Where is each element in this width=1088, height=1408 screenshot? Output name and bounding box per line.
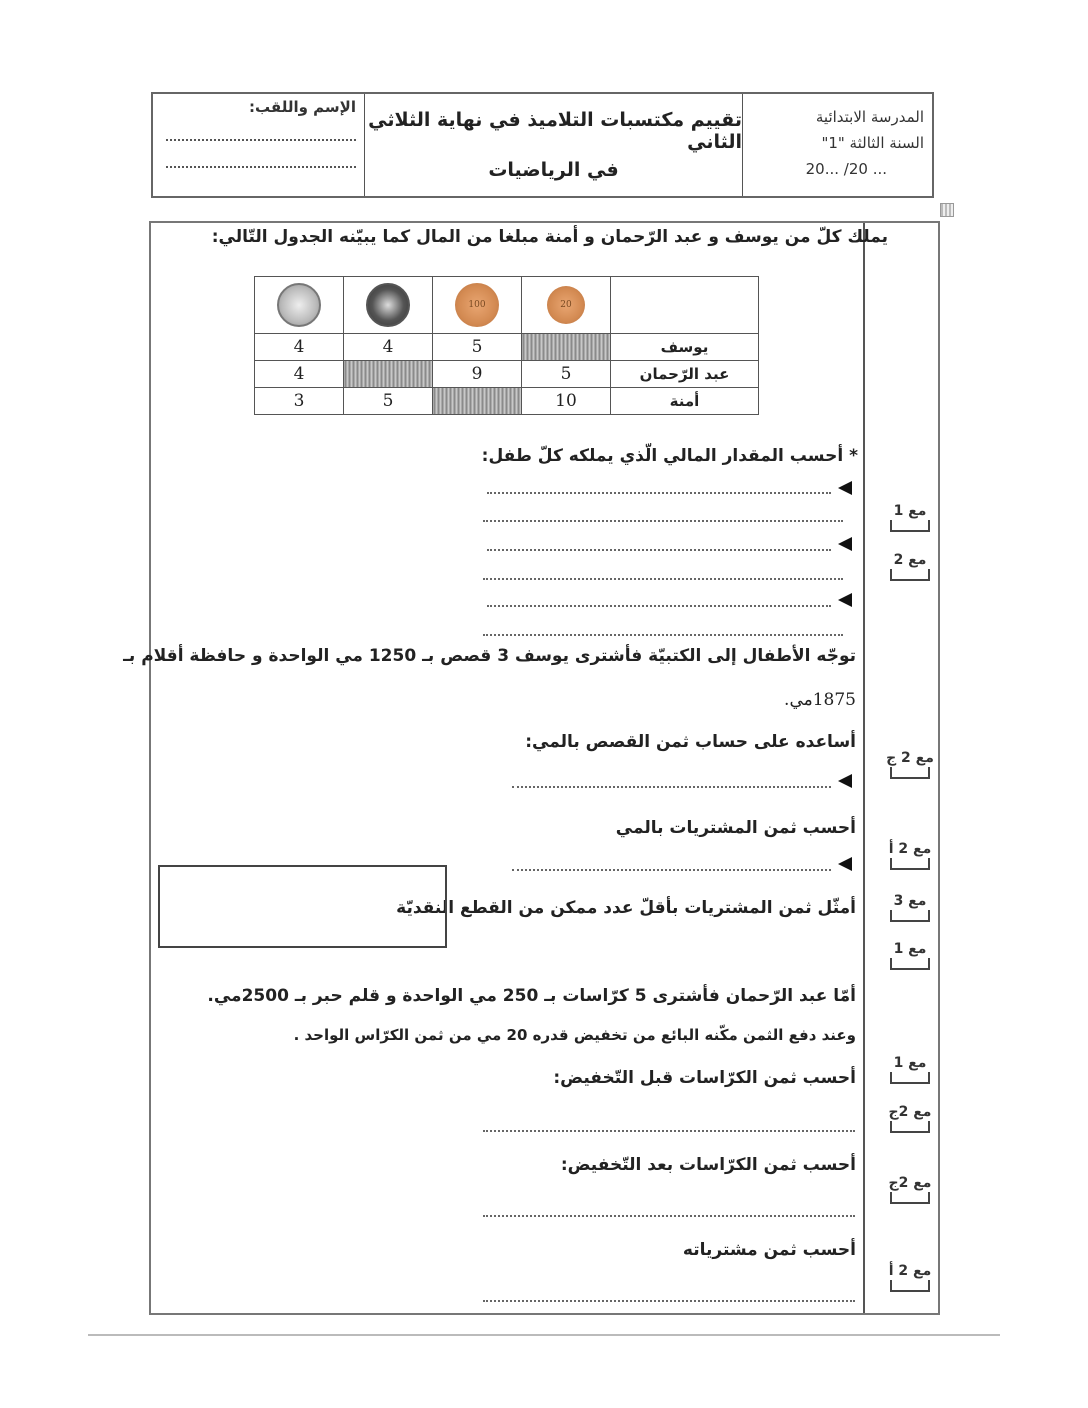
score-marker[interactable]: مع 1 xyxy=(885,503,935,532)
q3-statement-line1: أمّا عبد الرّحمان فأشترى 5 كرّاسات بـ 250 مي الواحدة و قلم حبر بـ 2500مي. xyxy=(207,986,856,1006)
cell-blank[interactable] xyxy=(522,334,611,361)
coin-100-millimes-icon: 100 xyxy=(455,283,499,327)
score-box[interactable] xyxy=(890,910,930,922)
answer-line[interactable] xyxy=(483,520,843,522)
intro-text: يملك كلّ من يوسف و عبد الرّحمان و أمنة مبلغا من المال كما يبيّنه الجدول التّالي: xyxy=(211,227,888,247)
coins-table xyxy=(254,276,759,415)
score-box[interactable] xyxy=(890,958,930,970)
score-marker[interactable]: مع 2ج xyxy=(885,1175,935,1204)
corner-cell xyxy=(611,277,759,334)
answer-line[interactable] xyxy=(487,549,831,551)
score-column-divider xyxy=(863,223,865,1313)
answer-line[interactable] xyxy=(483,1130,855,1132)
bullet-arrow-icon xyxy=(838,593,852,607)
cell-value: 4 xyxy=(255,361,344,388)
q3-total-prompt: أحسب ثمن مشترياته xyxy=(682,1240,856,1260)
cell-value: 5 xyxy=(344,388,433,415)
school-year: 20... /20 ... xyxy=(805,160,887,178)
q1-prompt: * أحسب المقدار المالي الّذي يملكه كلّ طفل: xyxy=(481,446,858,466)
coins-drawing-box[interactable] xyxy=(158,865,447,948)
student-name-cell xyxy=(153,94,365,196)
table-handle-icon[interactable] xyxy=(940,203,954,217)
score-box[interactable] xyxy=(890,858,930,870)
q3-statement-line2: وعند دفع الثمن مكّنه البائع من تخفيض قدره 20 مي من ثمن الكرّاس الواحد . xyxy=(293,1026,856,1044)
coin-header-4 xyxy=(522,277,611,334)
exam-subject: في الرياضيات xyxy=(488,159,619,181)
coin-20-millimes-icon: 20 xyxy=(547,286,585,324)
q3-before-prompt: أحسب ثمن الكرّاسات قبل التّخفيض: xyxy=(553,1068,856,1088)
cell-blank[interactable] xyxy=(433,388,522,415)
cell-value: 4 xyxy=(255,334,344,361)
answer-line[interactable] xyxy=(483,1215,855,1217)
q2-statement-line2: 1875مي. xyxy=(784,690,856,710)
bullet-arrow-icon xyxy=(838,774,852,788)
q2-total-prompt: أحسب ثمن المشتريات بالمي xyxy=(615,818,856,838)
score-marker[interactable]: مع 3 xyxy=(885,893,935,922)
answer-line[interactable] xyxy=(512,786,831,788)
score-box[interactable] xyxy=(890,569,930,581)
exam-title: تقييم مكتسبات التلاميذ في نهاية الثلاثي الثاني xyxy=(368,109,742,153)
coin-1-dinar-icon xyxy=(277,283,321,327)
cell-value: 5 xyxy=(522,361,611,388)
row-name: يوسف xyxy=(611,334,759,361)
table-row xyxy=(255,388,759,415)
score-marker[interactable]: مع 1 xyxy=(885,941,935,970)
q2-help-prompt: أساعده على حساب ثمن القصص بالمي: xyxy=(525,732,856,752)
cell-value: 10 xyxy=(522,388,611,415)
answer-line[interactable] xyxy=(483,1300,855,1302)
exam-header xyxy=(151,92,934,198)
row-name: عبد الرّحمان xyxy=(611,361,759,388)
coin-header-2 xyxy=(344,277,433,334)
table-row xyxy=(255,361,759,388)
name-line-2[interactable] xyxy=(166,166,356,168)
answer-line[interactable] xyxy=(487,492,831,494)
exam-title-cell xyxy=(365,94,743,196)
score-box[interactable] xyxy=(890,1121,930,1133)
name-line-1[interactable] xyxy=(166,139,356,141)
answer-line[interactable] xyxy=(483,578,843,580)
q2-statement-line1: توجّه الأطفال إلى الكتبيّة فأشترى يوسف 3 قصص بـ 1250 مي الواحدة و حافظة أقلام بـ xyxy=(123,646,856,666)
page-bottom-rule xyxy=(88,1334,1000,1336)
score-box[interactable] xyxy=(890,1072,930,1084)
score-box[interactable] xyxy=(890,1192,930,1204)
cell-value: 4 xyxy=(344,334,433,361)
answer-line[interactable] xyxy=(512,869,831,871)
school-info-cell xyxy=(743,94,932,196)
coin-header-1 xyxy=(255,277,344,334)
name-label: الإسم واللقب: xyxy=(249,98,356,116)
score-marker[interactable]: مع 2 أ xyxy=(885,841,935,870)
cell-value: 9 xyxy=(433,361,522,388)
grade-label: السنة الثالثة "1" xyxy=(821,134,924,152)
table-row xyxy=(255,334,759,361)
coin-500-millimes-icon xyxy=(366,283,410,327)
score-marker[interactable]: مع 2 ج xyxy=(885,750,935,779)
bullet-arrow-icon xyxy=(838,857,852,871)
q2-represent-prompt: أمثّل ثمن المشتريات بأقلّ عدد ممكن من القطع النقديّة xyxy=(396,898,856,918)
cell-value: 5 xyxy=(433,334,522,361)
bullet-arrow-icon xyxy=(838,537,852,551)
score-box[interactable] xyxy=(890,520,930,532)
score-marker[interactable]: مع 2 أ xyxy=(885,1263,935,1292)
cell-value: 3 xyxy=(255,388,344,415)
score-marker[interactable]: مع 2 xyxy=(885,552,935,581)
answer-line[interactable] xyxy=(483,634,843,636)
coin-header-3 xyxy=(433,277,522,334)
score-box[interactable] xyxy=(890,767,930,779)
score-marker[interactable]: مع 1 xyxy=(885,1055,935,1084)
school-name: المدرسة الابتدائية xyxy=(815,108,924,126)
score-box[interactable] xyxy=(890,1280,930,1292)
row-name: أمنة xyxy=(611,388,759,415)
bullet-arrow-icon xyxy=(838,481,852,495)
cell-blank[interactable] xyxy=(344,361,433,388)
q3-after-prompt: أحسب ثمن الكرّاسات بعد التّخفيض: xyxy=(560,1155,856,1175)
score-marker[interactable]: مع 2ج xyxy=(885,1104,935,1133)
answer-line[interactable] xyxy=(487,605,831,607)
